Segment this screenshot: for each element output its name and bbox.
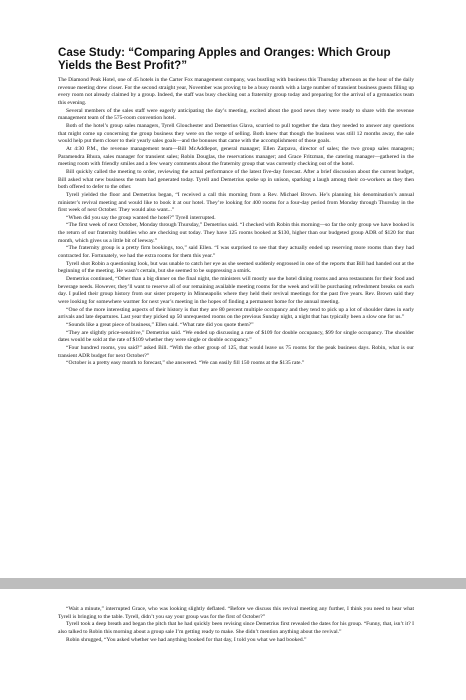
- body-paragraph: “The first week of next October, Monday through Thursday,” Demetrius said. “I checked with Robin this morning—so far the only group we have booked is the return of our fraternity buddies who are checking out today. They have 125 rooms booked at $130, higher than our budgeted group ADR of $120 for that month, which gives us a little bit of leeway.”: [58, 222, 414, 244]
- body-paragraph: “The fraternity group is a pretty firm bookings, too,” said Ellen. “I was surprised to see that they actually ended up reserving more rooms than they had contracted for. Fortunately, we had the extra rooms for them this year.”: [58, 245, 414, 260]
- body-paragraph: The Diamond Peak Hotel, one of 45 hotels in the Carter Fox management company, was bustling with business this Thursday afternoon as the hour of the daily revenue meeting drew closer. For the second straight year, November was proving to be a busy month with a large number of transient business guests filling up every room not already claimed by a group. Indeed, the staff was busy checking out a fraternity group today and preparing for the arrival of a gymnastics team this evening.: [58, 77, 414, 106]
- body-paragraph: Bill quickly called the meeting to order, reviewing the actual performance of the latest five-day forecast. After a brief discussion about the current budget, Bill asked what new business the team had generated today. Tyrell and Demetrius spoke up in unison, sparking a laugh among their co-workers as they then both offered to defer to the other.: [58, 168, 414, 191]
- body-paragraph: Both of the hotel’s group sales managers, Tyrell Glouchester and Demetrius Glava, scurried to pull together the data they needed to answer any questions that might come up concerning the group business they were on the verge of selling. Both knew that though the business was still 12 months away, the sale would help put them closer to their yearly sales goals—and the bonuses that came with the accomplishment of those goals.: [58, 122, 414, 145]
- body-paragraph: “Four hundred rooms, you said?” asked Bill. “With the other group of 125, that would leave us 75 rooms for the peak business days. Robin, what is our transient ADR budget for next October?”: [58, 344, 414, 359]
- body-paragraph: Tyrell took a deep breath and began the pitch that he had quickly been revising since Demetrius first revealed the dates for his group. “Funny, that, isn’t it? I also talked to Robin this morning about a group sale I’m getting ready to make. She didn’t mention anything about the revival.”: [58, 621, 414, 635]
- body-paragraph: Tyrell shot Robin a questioning look, but was unable to catch her eye as she seemed suddenly engrossed in one of the reports that Bill had handed out at the beginning of the meeting. He wasn’t certain, but she seemed to be suppressing a smirk.: [58, 260, 414, 275]
- page-1-body: [58, 77, 414, 368]
- body-paragraph: “One of the more interesting aspects of their history is that they are 80 percent multiple occupancy and they tend to pick up a lot of shoulder dates in early arrivals and late departures. Last year they picked up 50 unrequested rooms on the previous Sunday night, a night that has typically been a slow one for us.”: [58, 306, 414, 321]
- body-paragraph: Demetrius continued, “Other than a big dinner on the final night, the ministers will mostly use the hotel dining rooms and area restaurants for their food and beverage needs. However, they’ll want to reserve all of our remaining available meeting rooms for the week and will be purchasing refreshment breaks on each day. I pulled their group history from our sister property in Minneapolis where they held their revival meetings for the past five years. Rev. Brown said they were looking for somewhere warmer for next year’s meeting in the hopes of finding a permanent home for the annual meeting.: [58, 276, 414, 306]
- body-paragraph: Robin shrugged, “You asked whether we had anything booked for that day, I told you what we had booked.”: [66, 636, 307, 643]
- body-paragraph: “Sounds like a great piece of business,” Ellen said. “What rate did you quote them?”: [66, 322, 254, 328]
- page-2-body: [58, 606, 414, 644]
- body-paragraph: “They are slightly price-sensitive,” Demetrius said. “We ended up discussing a rate of $109 for double occupancy, $99 for single occupancy. The shoulder dates would be sold at the rate of $109 whether they were single or double occupancy.”: [58, 329, 414, 344]
- document-title: Case Study: “Comparing Apples and Oranges: Which Group Yields the Best Profit?”: [58, 46, 391, 72]
- body-paragraph: At 4:30 P.M., the revenue management team—Bill McAddlepot, general manager; Ellen Zarpava, director of sales; the two group sales managers; Paramendra Bhura, sales manager for transient sales; Robin Douglas, the reservations manager; and Grace Fritzman, the catering manager—gathered in the meeting room with friendly smiles and a few weary comments about the fraternity group that was currently checking out of the hotel.: [58, 145, 414, 168]
- document-page-2: [0, 589, 466, 700]
- body-paragraph: “Wait a minute,” interrupted Grace, who was looking slightly deflated. “Before we discuss this revival meeting any further, I think you need to hear what Tyrell is bringing to the table. Tyrell, didn’t you say your group was for the first of October?”: [58, 606, 414, 620]
- body-paragraph: Tyrell yielded the floor and Demetrius began, “I received a call this morning from a Rev. Michael Brown. He’s planning his denomination’s annual minister’s revival meeting and would like to book it at our hotel. They’re looking for 400 rooms for a four-day period from Monday through Thursday in the first week of next October. They would also want...”: [58, 191, 414, 214]
- body-paragraph: “When did you say the group wanted the hotel?” Tyrell interrupted.: [66, 214, 216, 221]
- body-paragraph: Several members of the sales staff were eagerly anticipating the day’s meeting, excited about the good news they were ready to share with the revenue management team of the 575-room convention hotel.: [58, 107, 414, 122]
- body-paragraph: “October is a pretty easy month to forecast,” she answered. “We can easily fill 150 rooms at the $135 rate.”: [66, 360, 305, 367]
